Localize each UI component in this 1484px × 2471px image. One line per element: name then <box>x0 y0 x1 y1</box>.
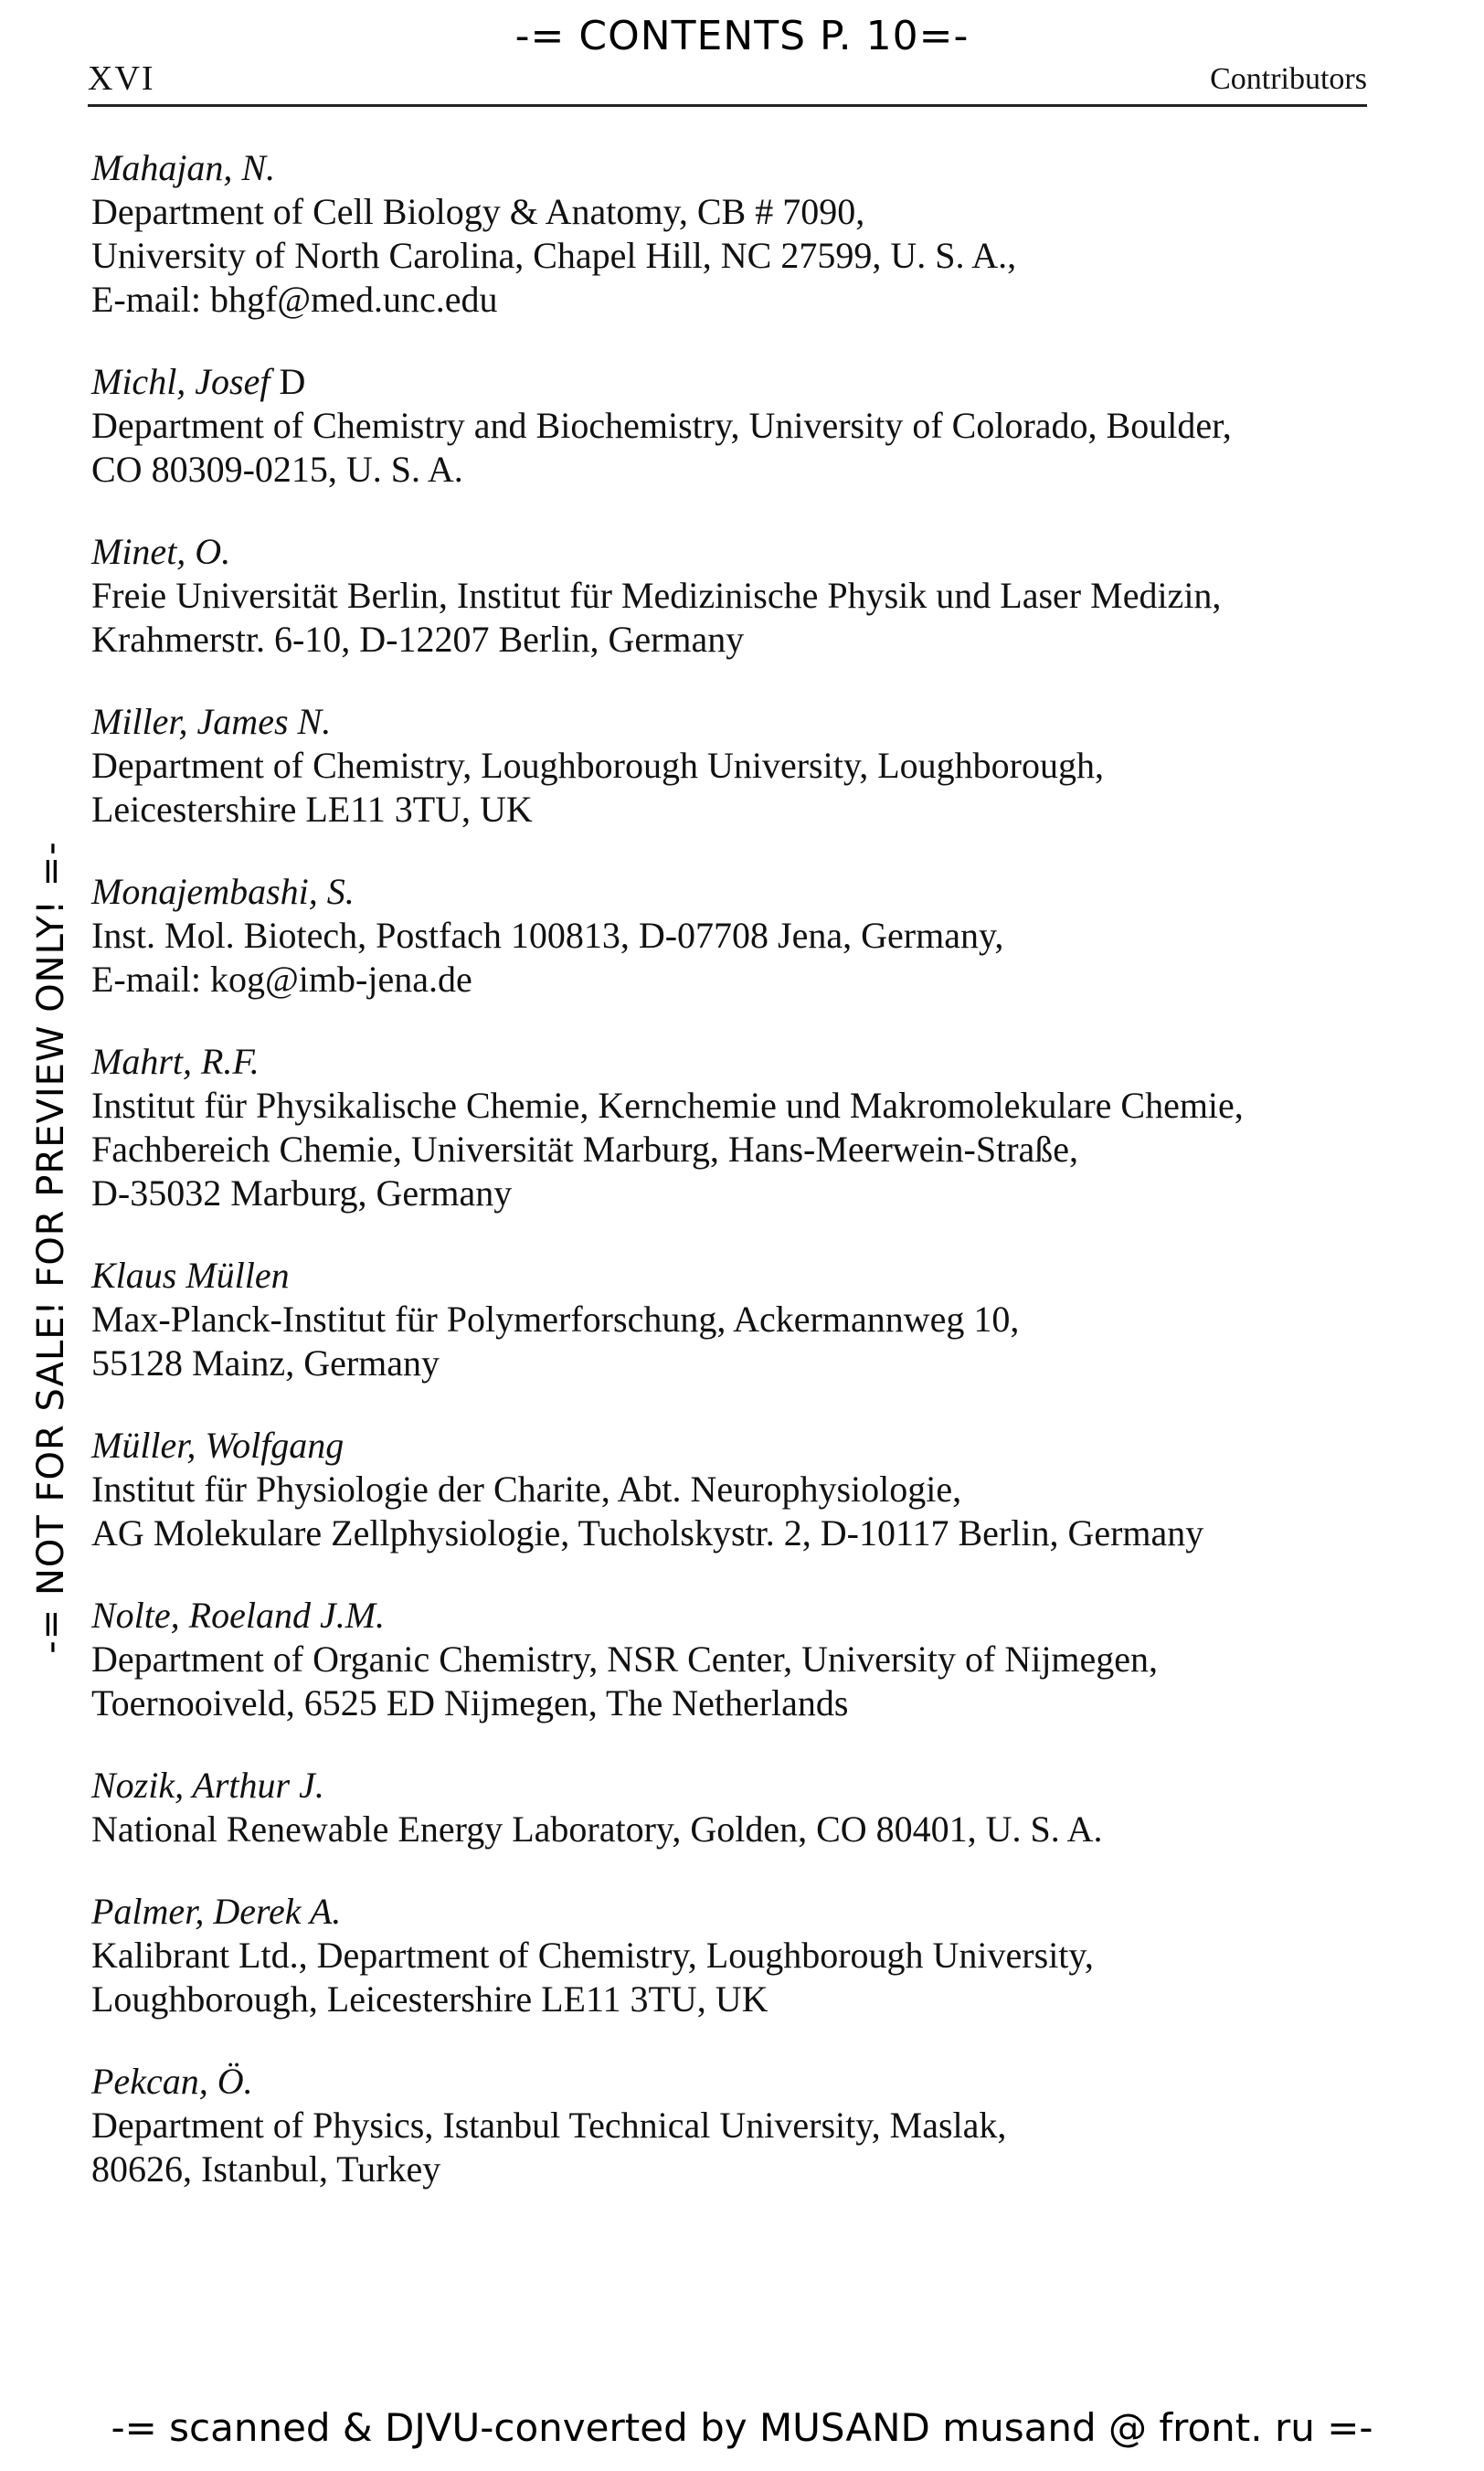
affiliation-line: Institut für Physiologie der Charite, Abt. Neurophysiologie, <box>91 1469 962 1510</box>
contributor-list <box>91 146 1371 2230</box>
page-number: XVI <box>88 59 155 98</box>
affiliation-line: National Renewable Energy Laboratory, Golden, CO 80401, U. S. A. <box>91 1808 1103 1850</box>
contributor-entry <box>91 1890 1371 2021</box>
contributor-name: Nolte, Roeland J.M. <box>91 1595 386 1636</box>
contributor-name: Mahajan, N. <box>91 147 276 188</box>
contributor-entry <box>91 1424 1371 1555</box>
affiliation-line: Department of Chemistry, Loughborough University, Loughborough, <box>91 745 1104 786</box>
affiliation-line: University of North Carolina, Chapel Hill, NC 27599, U. S. A., <box>91 235 1017 276</box>
email-line: E-mail: kog@imb-jena.de <box>91 959 472 1000</box>
contributor-name-row <box>91 360 1371 404</box>
top-watermark: -= CONTENTS P. 10=- <box>514 13 970 59</box>
affiliation-line: Department of Chemistry and Biochemistry, University of Colorado, Boulder, <box>91 405 1232 446</box>
contributor-name-suffix: D <box>279 361 306 402</box>
affiliation-line: CO 80309-0215, U. S. A. <box>91 449 463 490</box>
contributor-name: Minet, O. <box>91 531 231 572</box>
affiliation-line: Institut für Physikalische Chemie, Kernchemie und Makromolekulare Chemie, <box>91 1085 1244 1126</box>
contributor-name: Palmer, Derek A. <box>91 1891 342 1932</box>
contributor-name: Michl, Josef <box>91 361 270 402</box>
contributor-entry <box>91 1254 1371 1385</box>
affiliation-line: Inst. Mol. Biotech, Postfach 100813, D-07708 Jena, Germany, <box>91 915 1004 956</box>
affiliation-line: Leicestershire LE11 3TU, UK <box>91 789 533 830</box>
affiliation-line: Fachbereich Chemie, Universität Marburg, Hans-Meerwein-Straße, <box>91 1129 1079 1170</box>
affiliation-line: Department of Physics, Istanbul Technical University, Maslak, <box>91 2105 1007 2146</box>
page-header <box>88 57 1367 107</box>
contributor-entry <box>91 146 1371 322</box>
contributor-entry <box>91 1764 1371 1851</box>
contributor-entry <box>91 870 1371 1002</box>
contributor-name: Pekcan, Ö. <box>91 2061 253 2102</box>
affiliation-line: Krahmerstr. 6-10, D-12207 Berlin, Germany <box>91 619 745 660</box>
bottom-watermark: -= scanned & DJVU-converted by MUSAND musand @ front. ru =- <box>111 2405 1373 2450</box>
contributor-entry <box>91 700 1371 832</box>
affiliation-line: AG Molekulare Zellphysiologie, Tucholskystr. 2, D-10117 Berlin, Germany <box>91 1512 1204 1554</box>
contributor-name: Miller, James N. <box>91 701 332 742</box>
affiliation-line: Kalibrant Ltd., Department of Chemistry, Loughborough University, <box>91 1935 1094 1976</box>
contributor-entry <box>91 2060 1371 2191</box>
contributor-entry <box>91 1594 1371 1725</box>
side-watermark: -= NOT FOR SALE! FOR PREVIEW ONLY! =- <box>30 841 72 1654</box>
affiliation-line: Department of Cell Biology & Anatomy, CB # 7090, <box>91 191 865 232</box>
affiliation-line: 55128 Mainz, Germany <box>91 1342 440 1384</box>
contributor-name: Monajembashi, S. <box>91 871 355 912</box>
contributor-entry <box>91 1040 1371 1215</box>
affiliation-line: Toernooiveld, 6525 ED Nijmegen, The Netherlands <box>91 1682 849 1723</box>
contributor-name: Nozik, Arthur J. <box>91 1765 324 1806</box>
email-line: E-mail: bhgf@med.unc.edu <box>91 279 498 320</box>
contributor-name: Müller, Wolfgang <box>91 1425 344 1466</box>
contributor-entry <box>91 360 1371 492</box>
running-head: Contributors <box>1210 62 1367 96</box>
affiliation-line: Freie Universität Berlin, Institut für Medizinische Physik und Laser Medizin, <box>91 575 1222 616</box>
affiliation-line: Department of Organic Chemistry, NSR Center, University of Nijmegen, <box>91 1638 1159 1680</box>
affiliation-line: 80626, Istanbul, Turkey <box>91 2148 441 2190</box>
affiliation-line: Loughborough, Leicestershire LE11 3TU, UK <box>91 1978 768 2020</box>
contributor-name: Mahrt, R.F. <box>91 1041 260 1082</box>
affiliation-line: Max-Planck-Institut für Polymerforschung, Ackermannweg 10, <box>91 1299 1020 1340</box>
contributor-name: Klaus Müllen <box>91 1255 290 1296</box>
affiliation-line: D-35032 Marburg, Germany <box>91 1172 513 1214</box>
contributor-entry <box>91 530 1371 662</box>
